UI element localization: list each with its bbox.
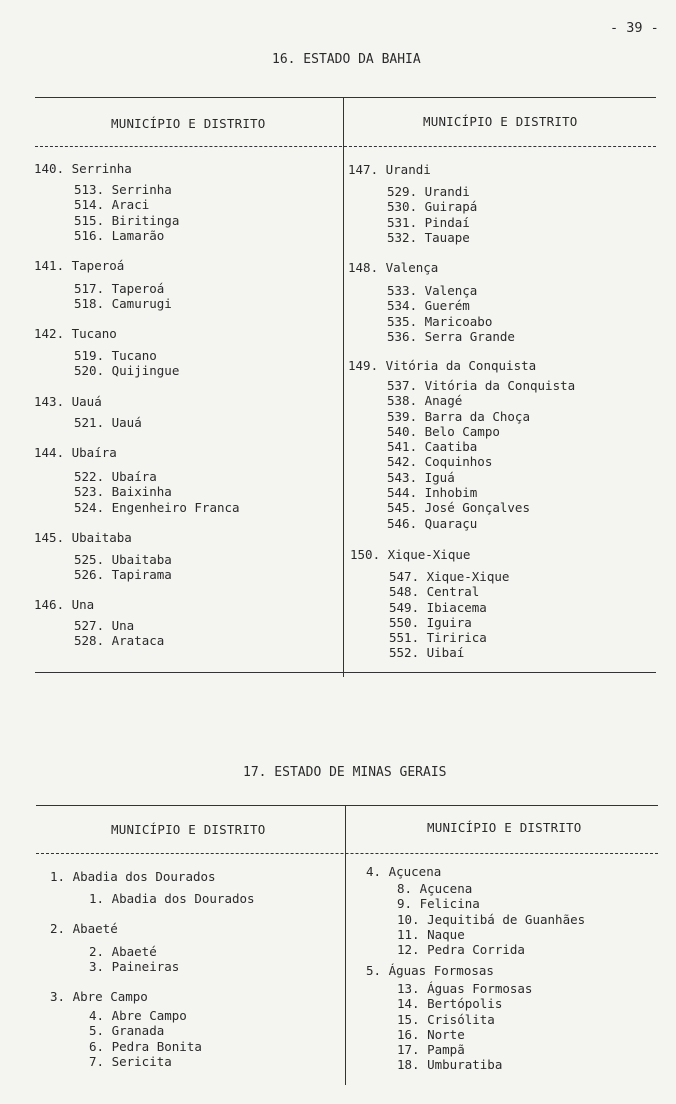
district: 552. Uibaí [389, 645, 465, 661]
municipality: 3. Abre Campo [50, 989, 148, 1004]
district-list [397, 881, 585, 957]
district: 526. Tapirama [74, 567, 172, 583]
district: 3. Paineiras [89, 959, 180, 975]
district-list [387, 184, 477, 245]
municipality: 145. Ubaitaba [34, 530, 132, 545]
municipality: 4. Açucena [366, 864, 442, 879]
district-list [397, 981, 532, 1073]
district: 530. Guirapá [387, 199, 478, 215]
district: 16. Norte [397, 1026, 465, 1042]
district: 1. Abadia dos Dourados [89, 891, 255, 906]
district-list [74, 469, 240, 515]
district: 541. Caatiba [387, 439, 478, 455]
municipality: 141. Taperoá [34, 258, 125, 273]
district-list [89, 944, 179, 975]
header-rule [35, 146, 656, 147]
district: 529. Urandi [387, 184, 470, 199]
header-rule [36, 853, 658, 854]
district-list [389, 569, 509, 661]
municipality: 148. Valença [348, 260, 439, 275]
district: 528. Arataca [74, 633, 165, 649]
district: 540. Belo Campo [387, 423, 500, 439]
district: 519. Tucano [74, 348, 157, 363]
municipality: 150. Xique-Xique [350, 547, 471, 562]
district-list [74, 348, 179, 379]
district: 7. Sericita [89, 1053, 172, 1069]
municipality: 5. Águas Formosas [366, 963, 494, 978]
section-title-bahia: 16. ESTADO DA BAHIA [272, 52, 421, 67]
municipality: 144. Ubaíra [34, 445, 117, 460]
district: 517. Taperoá [74, 281, 165, 296]
district: 542. Coquinhos [387, 454, 493, 470]
district: 13. Águas Formosas [397, 981, 533, 996]
district: 525. Ubaitaba [74, 552, 172, 567]
district: 2. Abaeté [89, 944, 157, 959]
district: 521. Uauá [74, 415, 142, 430]
district: 518. Camurugi [74, 296, 172, 312]
district: 546. Quaraçu [387, 515, 478, 531]
page-number: - 39 - [610, 20, 659, 36]
district: 532. Tauape [387, 229, 470, 245]
municipality: 147. Urandi [348, 162, 431, 177]
district: 544. Inhobim [387, 485, 478, 501]
district: 537. Vitória da Conquista [387, 378, 576, 393]
municipality: 149. Vitória da Conquista [348, 358, 537, 373]
district: 11. Naque [397, 926, 465, 942]
district: 520. Quijingue [74, 363, 180, 379]
table-top-rule [36, 805, 658, 806]
district-list [74, 182, 179, 243]
municipality: 143. Uauá [34, 394, 102, 409]
district-list [74, 281, 172, 312]
district-list [74, 552, 172, 583]
district: 513. Serrinha [74, 182, 172, 197]
column-header-left: MUNICÍPIO E DISTRITO [111, 116, 266, 131]
district-list [387, 283, 515, 344]
district: 543. Iguá [387, 469, 455, 485]
column-header-right: MUNICÍPIO E DISTRITO [423, 114, 578, 129]
district: 18. Umburatiba [397, 1057, 503, 1073]
district: 514. Araci [74, 197, 150, 213]
district: 17. Pampã [397, 1042, 465, 1058]
district: 536. Serra Grande [387, 328, 515, 344]
district: 533. Valença [387, 283, 478, 298]
district-list [74, 415, 142, 430]
section-title-minas-gerais: 17. ESTADO DE MINAS GERAIS [243, 765, 447, 780]
municipality: 1. Abadia dos Dourados [50, 869, 216, 884]
district: 534. Guerém [387, 298, 470, 314]
district: 5. Granada [89, 1023, 165, 1039]
municipality: 146. Una [34, 597, 95, 612]
municipality: 2. Abaeté [50, 921, 118, 936]
table-bottom-rule [35, 672, 656, 673]
district: 527. Una [74, 618, 135, 633]
district: 15. Crisólita [397, 1011, 495, 1027]
district: 524. Engenheiro Franca [74, 499, 240, 515]
district: 551. Tiririca [389, 630, 487, 646]
district: 550. Iguira [389, 614, 472, 630]
district: 8. Açucena [397, 881, 473, 896]
district: 516. Lamarão [74, 227, 165, 243]
district: 4. Abre Campo [89, 1008, 187, 1023]
district: 10. Jequitibá de Guanhães [397, 911, 586, 927]
municipality: 142. Tucano [34, 326, 117, 341]
district: 12. Pedra Corrida [397, 942, 525, 958]
column-divider [343, 97, 344, 677]
column-header-left: MUNICÍPIO E DISTRITO [111, 822, 266, 837]
district-list [387, 378, 575, 531]
district: 538. Anagé [387, 393, 463, 409]
district: 522. Ubaíra [74, 469, 157, 484]
table-top-rule [35, 97, 656, 98]
column-divider [345, 805, 346, 1085]
district: 515. Biritinga [74, 212, 180, 228]
district-list [89, 1008, 202, 1069]
municipality: 140. Serrinha [34, 161, 132, 176]
district: 547. Xique-Xique [389, 569, 510, 584]
district-list [89, 891, 255, 906]
district: 523. Baixinha [74, 484, 172, 500]
district: 6. Pedra Bonita [89, 1038, 202, 1054]
district: 539. Barra da Choça [387, 408, 530, 424]
district: 545. José Gonçalves [387, 500, 530, 516]
district: 535. Maricoabo [387, 313, 493, 329]
column-header-right: MUNICÍPIO E DISTRITO [427, 820, 582, 835]
district-list [74, 618, 164, 649]
district: 548. Central [389, 584, 480, 600]
district: 9. Felicina [397, 896, 480, 912]
district: 14. Bertópolis [397, 996, 503, 1012]
district: 531. Pindaí [387, 214, 470, 230]
district: 549. Ibiacema [389, 599, 487, 615]
